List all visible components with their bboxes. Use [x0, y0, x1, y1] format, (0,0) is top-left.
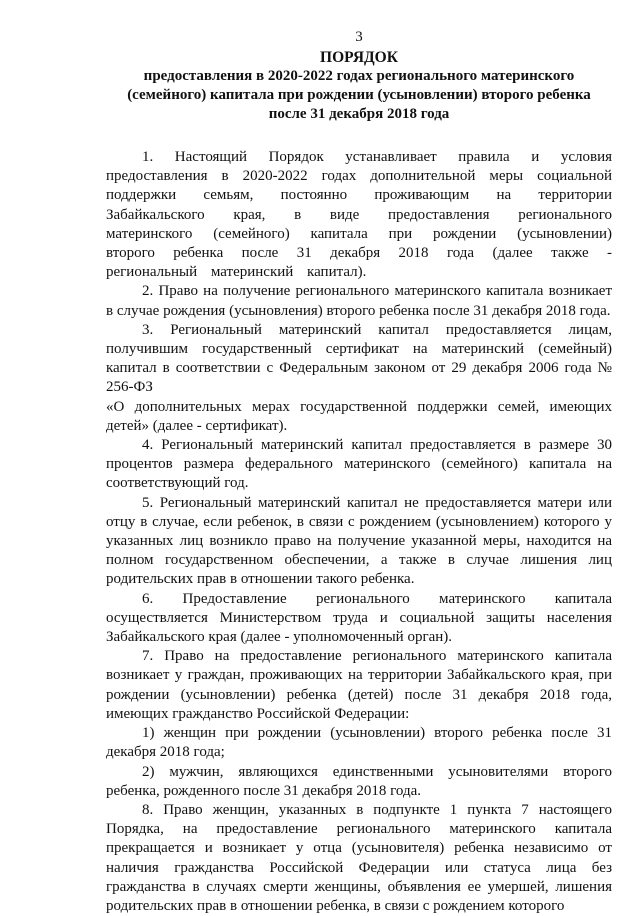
- paragraph-7-item-1: 1) женщин при рождении (усыновлении) второго ребенка после 31 декабря 2018 года;: [106, 725, 612, 761]
- document-body: [106, 148, 612, 916]
- paragraph-5: 5. Региональный материнский капитал не предоставляется матери или отцу в случае, если ребенок, в связи с рождением (усыновлением) которого у указанных лиц возникло право на получение указанной меры, находится на полном государственном обеспечении, а также в случае лишения лиц родительских прав в отношении такого ребенка.: [106, 494, 612, 588]
- document-subtitle: предоставления в 2020-2022 годах регионального материнского (семейного) капитала при рождении (усыновлении) второго ребенка после 31 декабря 2018 года: [127, 68, 591, 122]
- paragraph-7: 7. Право на предоставление регионального материнского капитала возникает у граждан, проживающих на территории Забайкальского края, при рождении (усыновлении) ребенка (детей) после 31 декабря 2018 года, имеющих гражданство Российской Федерации:: [106, 648, 612, 722]
- paragraph-2: 2. Право на получение регионального материнского капитала возникает в случае рождения (усыновления) второго ребенка после 31 декабря 2018 года.: [106, 283, 612, 319]
- document-title: ПОРЯДОК: [320, 49, 398, 66]
- paragraph-4: 4. Региональный материнский капитал предоставляется в размере 30 процентов размера федерального материнского (семейного) капитала на соответствующий год.: [106, 437, 612, 492]
- paragraph-3: 3. Региональный материнский капитал предоставляется лицам, получившим государственный сертификат на материнский (семейный) капитал в соответствии с Федеральным законом от 29 декабря 2006 года № 256-ФЗ: [106, 321, 612, 396]
- paragraph-8: 8. Право женщин, указанных в подпункте 1 пункта 7 настоящего Порядка, на предоставление регионального материнского капитала прекращается и возникает у отца (усыновителя) ребенка независимо от наличия гражданства Российской Федерации или статуса лица без гражданства в случаях смерти женщины, объявления ее умершей, лишения родительских прав в отношении ребенка, в связи с рождением которого: [106, 801, 612, 914]
- paragraph-1: 1. Настоящий Порядок устанавливает правила и условия предоставления в 2020-2022 годах дополнительной меры социальной поддержки семьям, постоянно проживающим на территории Забайкальского края, в виде предоставления регионального материнского (семейного) капитала при рождении (усыновлении) второго ребенка после 31 декабря 2018 года (далее также - региональный материнский капитал).: [106, 149, 612, 281]
- document-page: [106, 28, 612, 916]
- paragraph-6: 6. Предоставление регионального материнского капитала осуществляется Министерством труда и социальной защиты населения Забайкальского края (далее - уполномоченный орган).: [106, 590, 612, 646]
- page-number: 3: [355, 29, 363, 45]
- paragraph-3-continuation: «О дополнительных мерах государственной поддержки семей, имеющих детей» (далее - сертификат).: [106, 398, 612, 434]
- paragraph-7-item-2: 2) мужчин, являющихся единственными усыновителями второго ребенка, рожденного после 31 декабря 2018 года.: [106, 763, 612, 799]
